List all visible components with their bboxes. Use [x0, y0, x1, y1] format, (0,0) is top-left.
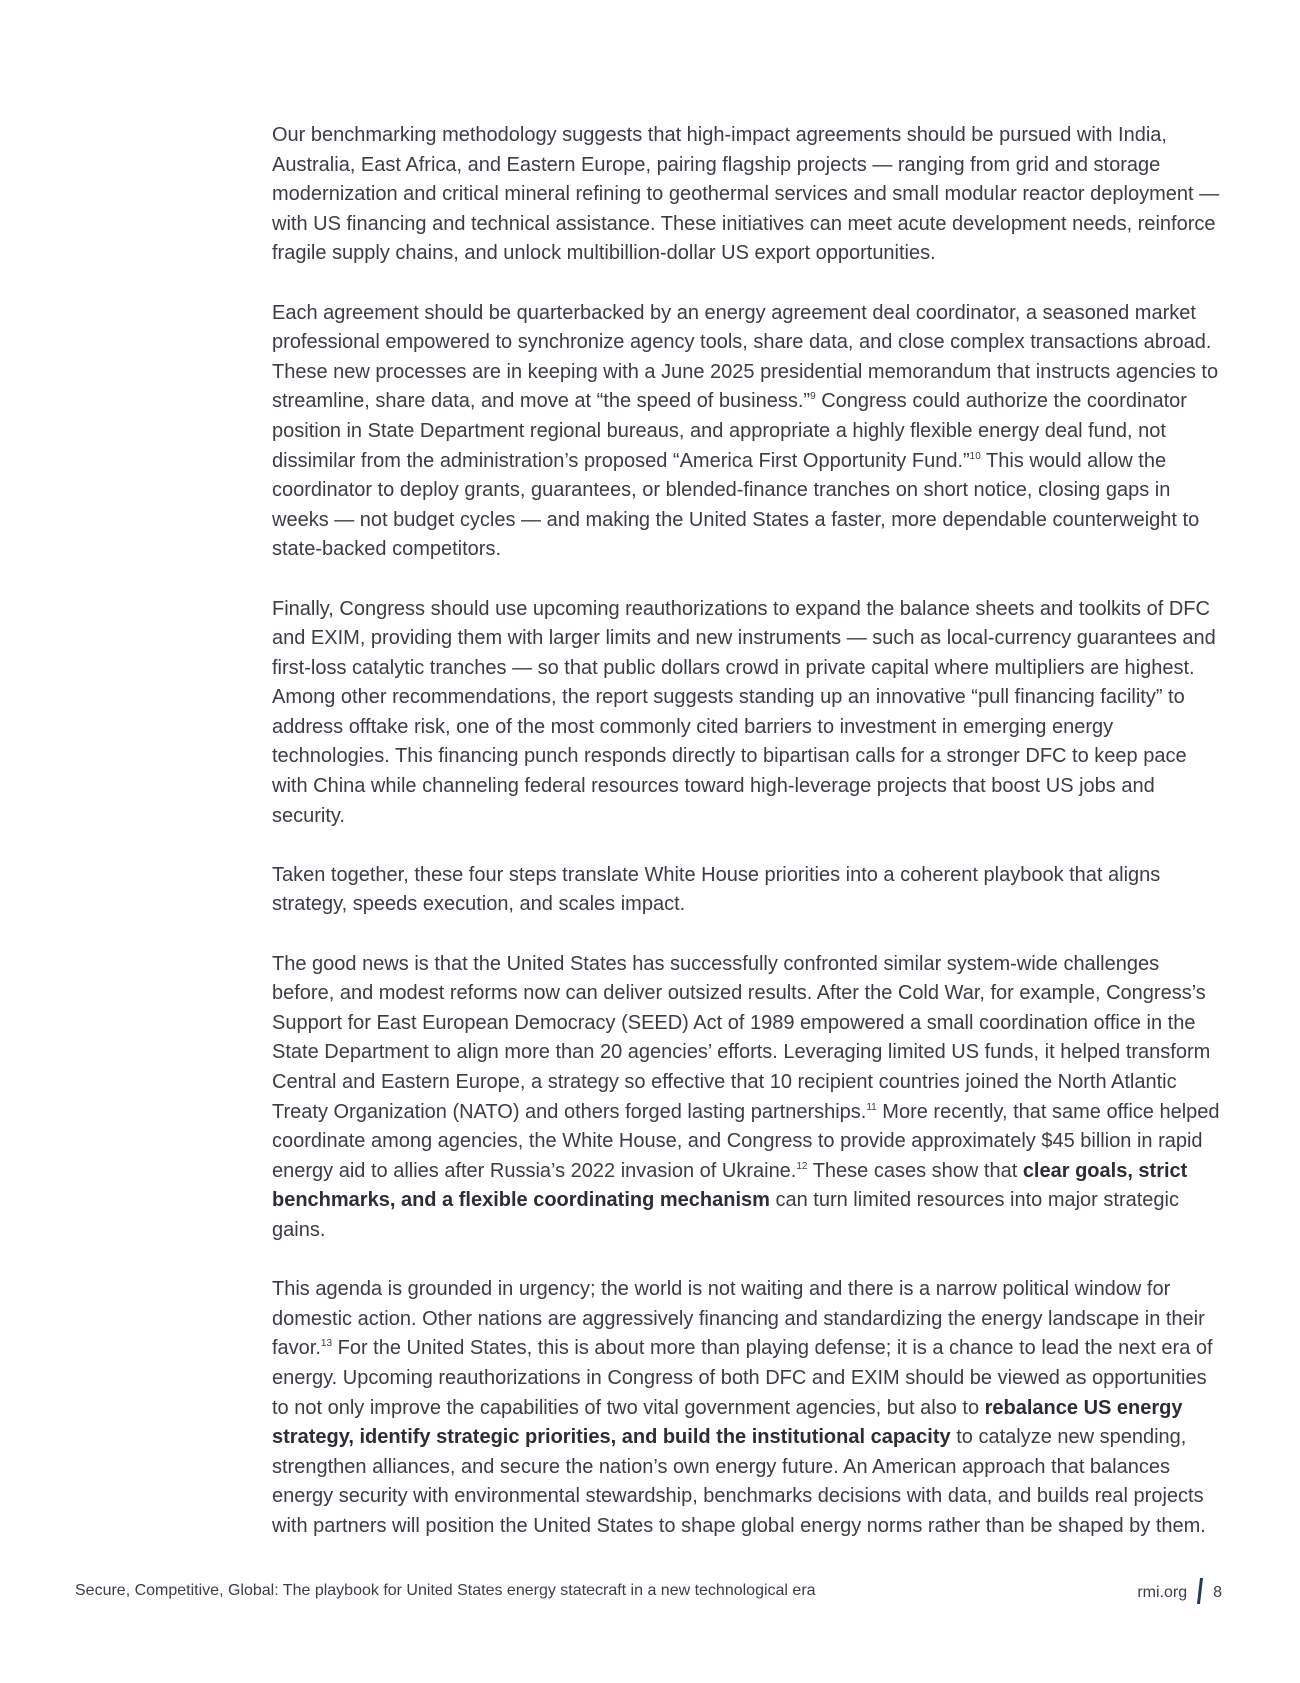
footer-site-link[interactable]: rmi.org: [1137, 1584, 1188, 1601]
page-number: 8: [1213, 1584, 1222, 1601]
footnote-ref[interactable]: 10: [969, 450, 981, 462]
footer-right: [1137, 1582, 1222, 1604]
paragraph-text: This agenda is grounded in urgency; the world is not waiting and there is a narrow political window for domestic action. Other nations are aggressively financing and standardizing the energy landscape in their favor.: [272, 1278, 1205, 1360]
paragraph-text: These cases show that: [807, 1159, 1023, 1182]
paragraph-text: Congress could authorize the coordinator position in State Department regional bureaus, and appropriate a highly flexible energy deal fund, not dissimilar from the administration’s proposed “America First Opportunity Fund.”: [272, 390, 1187, 472]
paragraph-text: For the United States, this is about more than playing defense; it is a chance to lead the next era of energy. Upcoming reauthorizations in Congress of both DFC and EXIM should be viewed as opportunities to not only improve the capabilities of two vital government agencies, but also to: [272, 1337, 1213, 1419]
paragraph-3: [272, 595, 1222, 832]
paragraph-text: to catalyze new spending, strengthen alliances, and secure the nation’s own energy future. An American approach that balances energy security with environmental stewardship, benchmarks decisions with data, and builds real projects with partners will position the United States to shape global energy norms rather than be shaped by them.: [272, 1426, 1206, 1537]
paragraph-6: [272, 1275, 1222, 1541]
footnote-ref[interactable]: 13: [320, 1338, 333, 1350]
article-body: [272, 121, 1222, 1571]
slash-divider-icon: [1197, 1578, 1203, 1604]
footnote-ref[interactable]: 12: [796, 1160, 808, 1172]
paragraph-4: [272, 861, 1222, 920]
paragraph-1: [272, 121, 1222, 269]
paragraph-text: The good news is that the United States has successfully confronted similar system-wide challenges before, and modest reforms now can deliver outsized results. After the Cold War, for example, Congress’s Support for East European Democracy (SEED) Act of 1989 empowered a small coordination office in the State Department to align more than 20 agencies’ efforts. Leveraging limited US funds, it helped transform Central and Eastern Europe, a strategy so effective that 10 recipient countries joined the North Atlantic Treaty Organization (NATO) and others forged lasting partnerships.: [272, 952, 1211, 1123]
bold-emphasis: rebalance US energy strategy, identify strategic priorities, and build the institutional capacity: [272, 1396, 1183, 1449]
paragraph-text: More recently, that same office helped coordinate among agencies, the White House, and Congress to provide approximately $45 billion in rapid energy aid to allies after Russia’s 2022 invasion of Ukraine.: [272, 1100, 1220, 1182]
paragraph-5: [272, 950, 1222, 1246]
footer-document-title: Secure, Competitive, Global: The playbook for United States energy statecraft in a new technological era: [75, 1582, 816, 1599]
paragraph-text: Taken together, these four steps translate White House priorities into a coherent playbook that aligns strategy, speeds execution, and scales impact.: [272, 863, 1161, 916]
paragraph-text: Each agreement should be quarterbacked by an energy agreement deal coordinator, a seasoned market professional empowered to synchronize agency tools, share data, and close complex transactions abroad. These new processes are in keeping with a June 2025 presidential memorandum that instructs agencies to streamline, share data, and move at “the speed of business.”: [272, 301, 1219, 413]
page-footer: [75, 1578, 1222, 1606]
paragraph-text: This would allow the coordinator to deploy grants, guarantees, or blended-finance tranches on short notice, closing gaps in weeks — not budget cycles — and making the United States a faster, more dependable counterweight to state-backed competitors.: [272, 449, 1200, 561]
paragraph-text: Finally, Congress should use upcoming reauthorizations to expand the balance sheets and toolkits of DFC and EXIM, providing them with larger limits and new instruments — such as local-currency guarantees and first-loss catalytic tranches — so that public dollars crowd in private capital where multipliers are highest. Among other recommendations, the report suggests standing up an innovative “pull financing facility” to address offtake risk, one of the most commonly cited barriers to investment in emerging energy technologies. This financing punch responds directly to bipartisan calls for a stronger DFC to keep pace with China while channeling federal resources toward high-leverage projects that boost US jobs and security.: [272, 597, 1216, 827]
paragraph-text: can turn limited resources into major strategic gains.: [272, 1189, 1179, 1241]
footnote-ref[interactable]: 9: [810, 391, 816, 403]
bold-emphasis: clear goals, strict benchmarks, and a flexible coordinating mechanism: [272, 1159, 1188, 1212]
paragraph-text: Our benchmarking methodology suggests that high-impact agreements should be pursued with India, Australia, East Africa, and Eastern Europe, pairing flagship projects — ranging from grid and storage modernization and critical mineral refining to geothermal services and small modular reactor deployment — with US financing and technical assistance. These initiatives can meet acute development needs, reinforce fragile supply chains, and unlock multibillion-dollar US export opportunities.: [272, 124, 1220, 265]
paragraph-2: [272, 299, 1222, 565]
footnote-ref[interactable]: 11: [866, 1101, 877, 1113]
